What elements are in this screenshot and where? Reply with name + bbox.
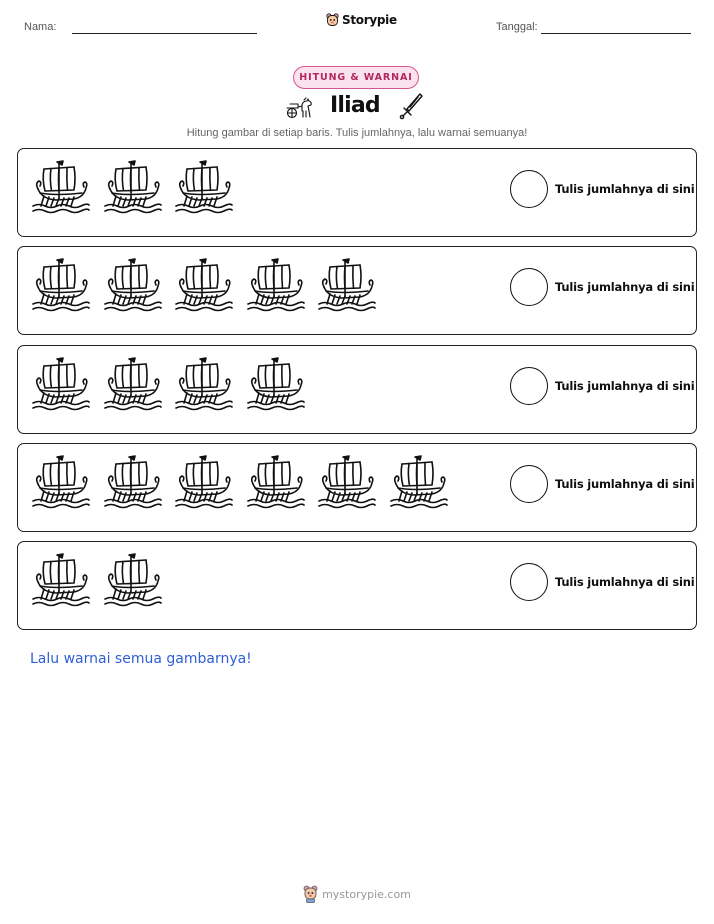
viking-ship-icon[interactable]	[30, 157, 92, 219]
brand-name: Storypie	[342, 13, 397, 27]
instructions: Hitung gambar di setiap baris. Tulis jumlahnya, lalu warnai semuanya!	[186, 127, 528, 139]
footer-url: mystorypie.com	[322, 887, 411, 901]
counting-row	[17, 541, 697, 630]
activity-badge: HITUNG & WARNAI	[293, 66, 419, 89]
viking-ship-icon[interactable]	[173, 452, 235, 514]
storypie-footer-logo-icon	[303, 885, 318, 903]
answer-label: Tulis jumlahnya di sini	[555, 182, 695, 196]
answer-circle[interactable]	[510, 563, 548, 601]
answer-label: Tulis jumlahnya di sini	[555, 477, 695, 491]
viking-ship-icon[interactable]	[102, 157, 164, 219]
viking-ship-icon[interactable]	[245, 255, 307, 317]
answer-label: Tulis jumlahnya di sini	[555, 379, 695, 393]
viking-ship-icon[interactable]	[30, 255, 92, 317]
worksheet-header	[0, 0, 714, 48]
viking-ship-icon[interactable]	[102, 550, 164, 612]
answer-circle[interactable]	[510, 268, 548, 306]
viking-ship-icon[interactable]	[173, 157, 235, 219]
viking-ship-icon[interactable]	[316, 255, 378, 317]
name-line	[72, 33, 257, 34]
viking-ship-icon[interactable]	[173, 255, 235, 317]
answer-label: Tulis jumlahnya di sini	[555, 280, 695, 294]
counting-row	[17, 443, 697, 532]
viking-ship-icon[interactable]	[388, 452, 450, 514]
footer	[0, 885, 714, 903]
counting-row	[17, 345, 697, 434]
viking-ship-icon[interactable]	[30, 452, 92, 514]
date-label: Tanggal:	[496, 21, 538, 33]
viking-ship-icon[interactable]	[102, 354, 164, 416]
counting-row	[17, 246, 697, 335]
title-row	[0, 92, 714, 122]
footer-note: Lalu warnai semua gambarnya!	[30, 651, 252, 667]
date-line	[541, 33, 691, 34]
viking-ship-icon[interactable]	[30, 550, 92, 612]
worksheet-title: Iliad	[330, 93, 380, 118]
brand	[326, 13, 397, 27]
answer-circle[interactable]	[510, 170, 548, 208]
viking-ship-icon[interactable]	[245, 452, 307, 514]
viking-ship-icon[interactable]	[316, 452, 378, 514]
viking-ship-icon[interactable]	[30, 354, 92, 416]
viking-ship-icon[interactable]	[102, 452, 164, 514]
answer-circle[interactable]	[510, 465, 548, 503]
storypie-logo-icon	[326, 13, 339, 27]
chariot-icon	[284, 97, 314, 119]
counting-row	[17, 148, 697, 237]
viking-ship-icon[interactable]	[245, 354, 307, 416]
name-label: Nama:	[24, 21, 57, 33]
sword-icon	[398, 92, 426, 122]
answer-label: Tulis jumlahnya di sini	[555, 575, 695, 589]
answer-circle[interactable]	[510, 367, 548, 405]
viking-ship-icon[interactable]	[102, 255, 164, 317]
viking-ship-icon[interactable]	[173, 354, 235, 416]
